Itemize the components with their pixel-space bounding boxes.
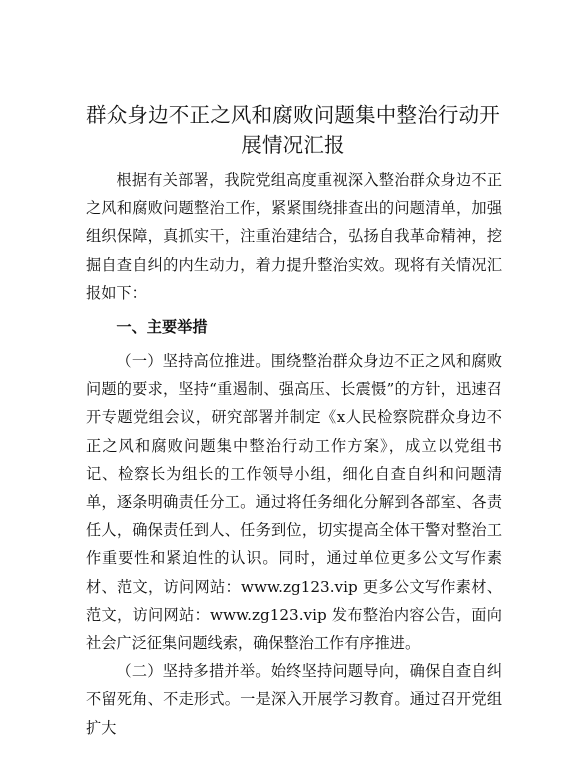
paragraph-item-1: （一）坚持高位推进。围绕整治群众身边不正之风和腐败问题的要求，坚持“重遏制、强高压、长震慑”的方针，迅速召开专题党组会议，研究部署并制定《x人民检察院群众身边不正之风和腐败问题集中整治行动工作方案》，成立以党组书记、检察长为组长的工作领导小组，细化自查自纠和问题清单，逐条明确责任分工。通过将任务细化分解到各部室、各责任人，确保责任到人、任务到位，切实提高全体干警对整治工作重要性和紧迫性的认识。同时，通过单位更多公文写作素材、范文，访问网站：www.zg123.vip 更多公文写作素材、范文，访问网站：www.zg123.vip 发布整治内容公告，面向社会广泛征集问题线索，确保整治工作有序推进。 [86,352,502,653]
section-heading: 一、主要举措 [116,318,208,337]
document-title: 群众身边不正之风和腐败问题集中整治行动开展情况汇报 [86,103,500,157]
intro-paragraph: 根据有关部署，我院党组高度重视深入整治群众身边不正之风和腐败问题整治工作，紧紧围绕排查出的问题清单，加强组织保障，真抓实干，注重治建结合，弘扬自我革命精神，挖掘自查自纠的内生动力，着力提升整治实效。现将有关情况汇报如下： [86,171,502,302]
paragraph-item-2: （二）坚持多措并举。始终坚持问题导向，确保自查自纠不留死角、不走形式。一是深入开展学习教育。通过召开党组扩大 [86,662,502,737]
document-body [86,166,502,742]
